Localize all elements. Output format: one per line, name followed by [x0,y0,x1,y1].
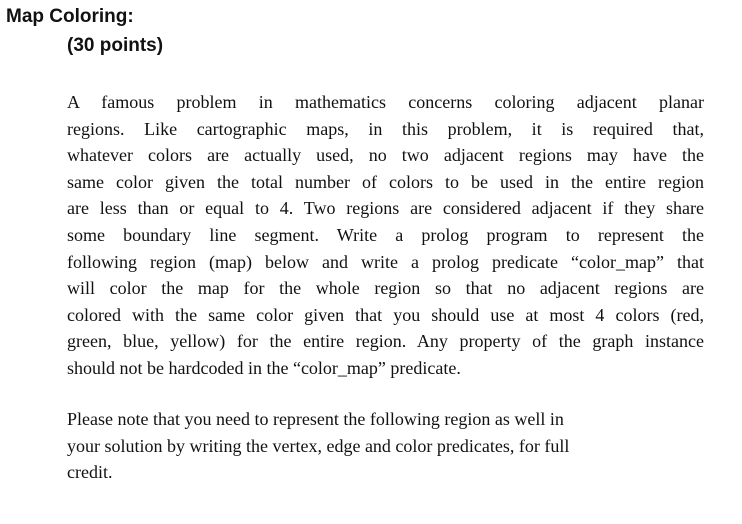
description-line: are less than or equal to 4. Two regions are considered adjacent if they share [67,198,704,219]
problem-description [67,89,704,382]
note-line: Please note that you need to represent the following region as well in [67,409,564,429]
problem-title: Map Coloring: [6,6,134,27]
points-label: (30 points) [67,35,164,56]
description-line: A famous problem in mathematics concerns coloring adjacent planar [67,92,704,112]
description-line: same color given the total number of colors to be used in the entire region [67,171,704,192]
description-line: whatever colors are actually used, no two adjacent regions may have the [67,145,704,166]
description-line: will color the map for the whole region so that no adjacent regions are [67,278,704,299]
description-line: following region (map) below and write a prolog predicate “color_map” that [67,251,704,272]
description-line: green, blue, yellow) for the entire region. Any property of the graph instance [67,331,704,352]
description-line: some boundary line segment. Write a prolog program to represent the [67,224,704,245]
description-line: should not be hardcoded in the “color_map” predicate. [67,357,461,378]
note-line: your solution by writing the vertex, edge and color predicates, for full [67,435,570,456]
note-line: credit. [67,462,113,483]
credit-note [67,406,704,486]
description-line: colored with the same color given that you should use at most 4 colors (red, [67,304,704,325]
description-line: regions. Like cartographic maps, in this problem, it is required that, [67,118,704,139]
